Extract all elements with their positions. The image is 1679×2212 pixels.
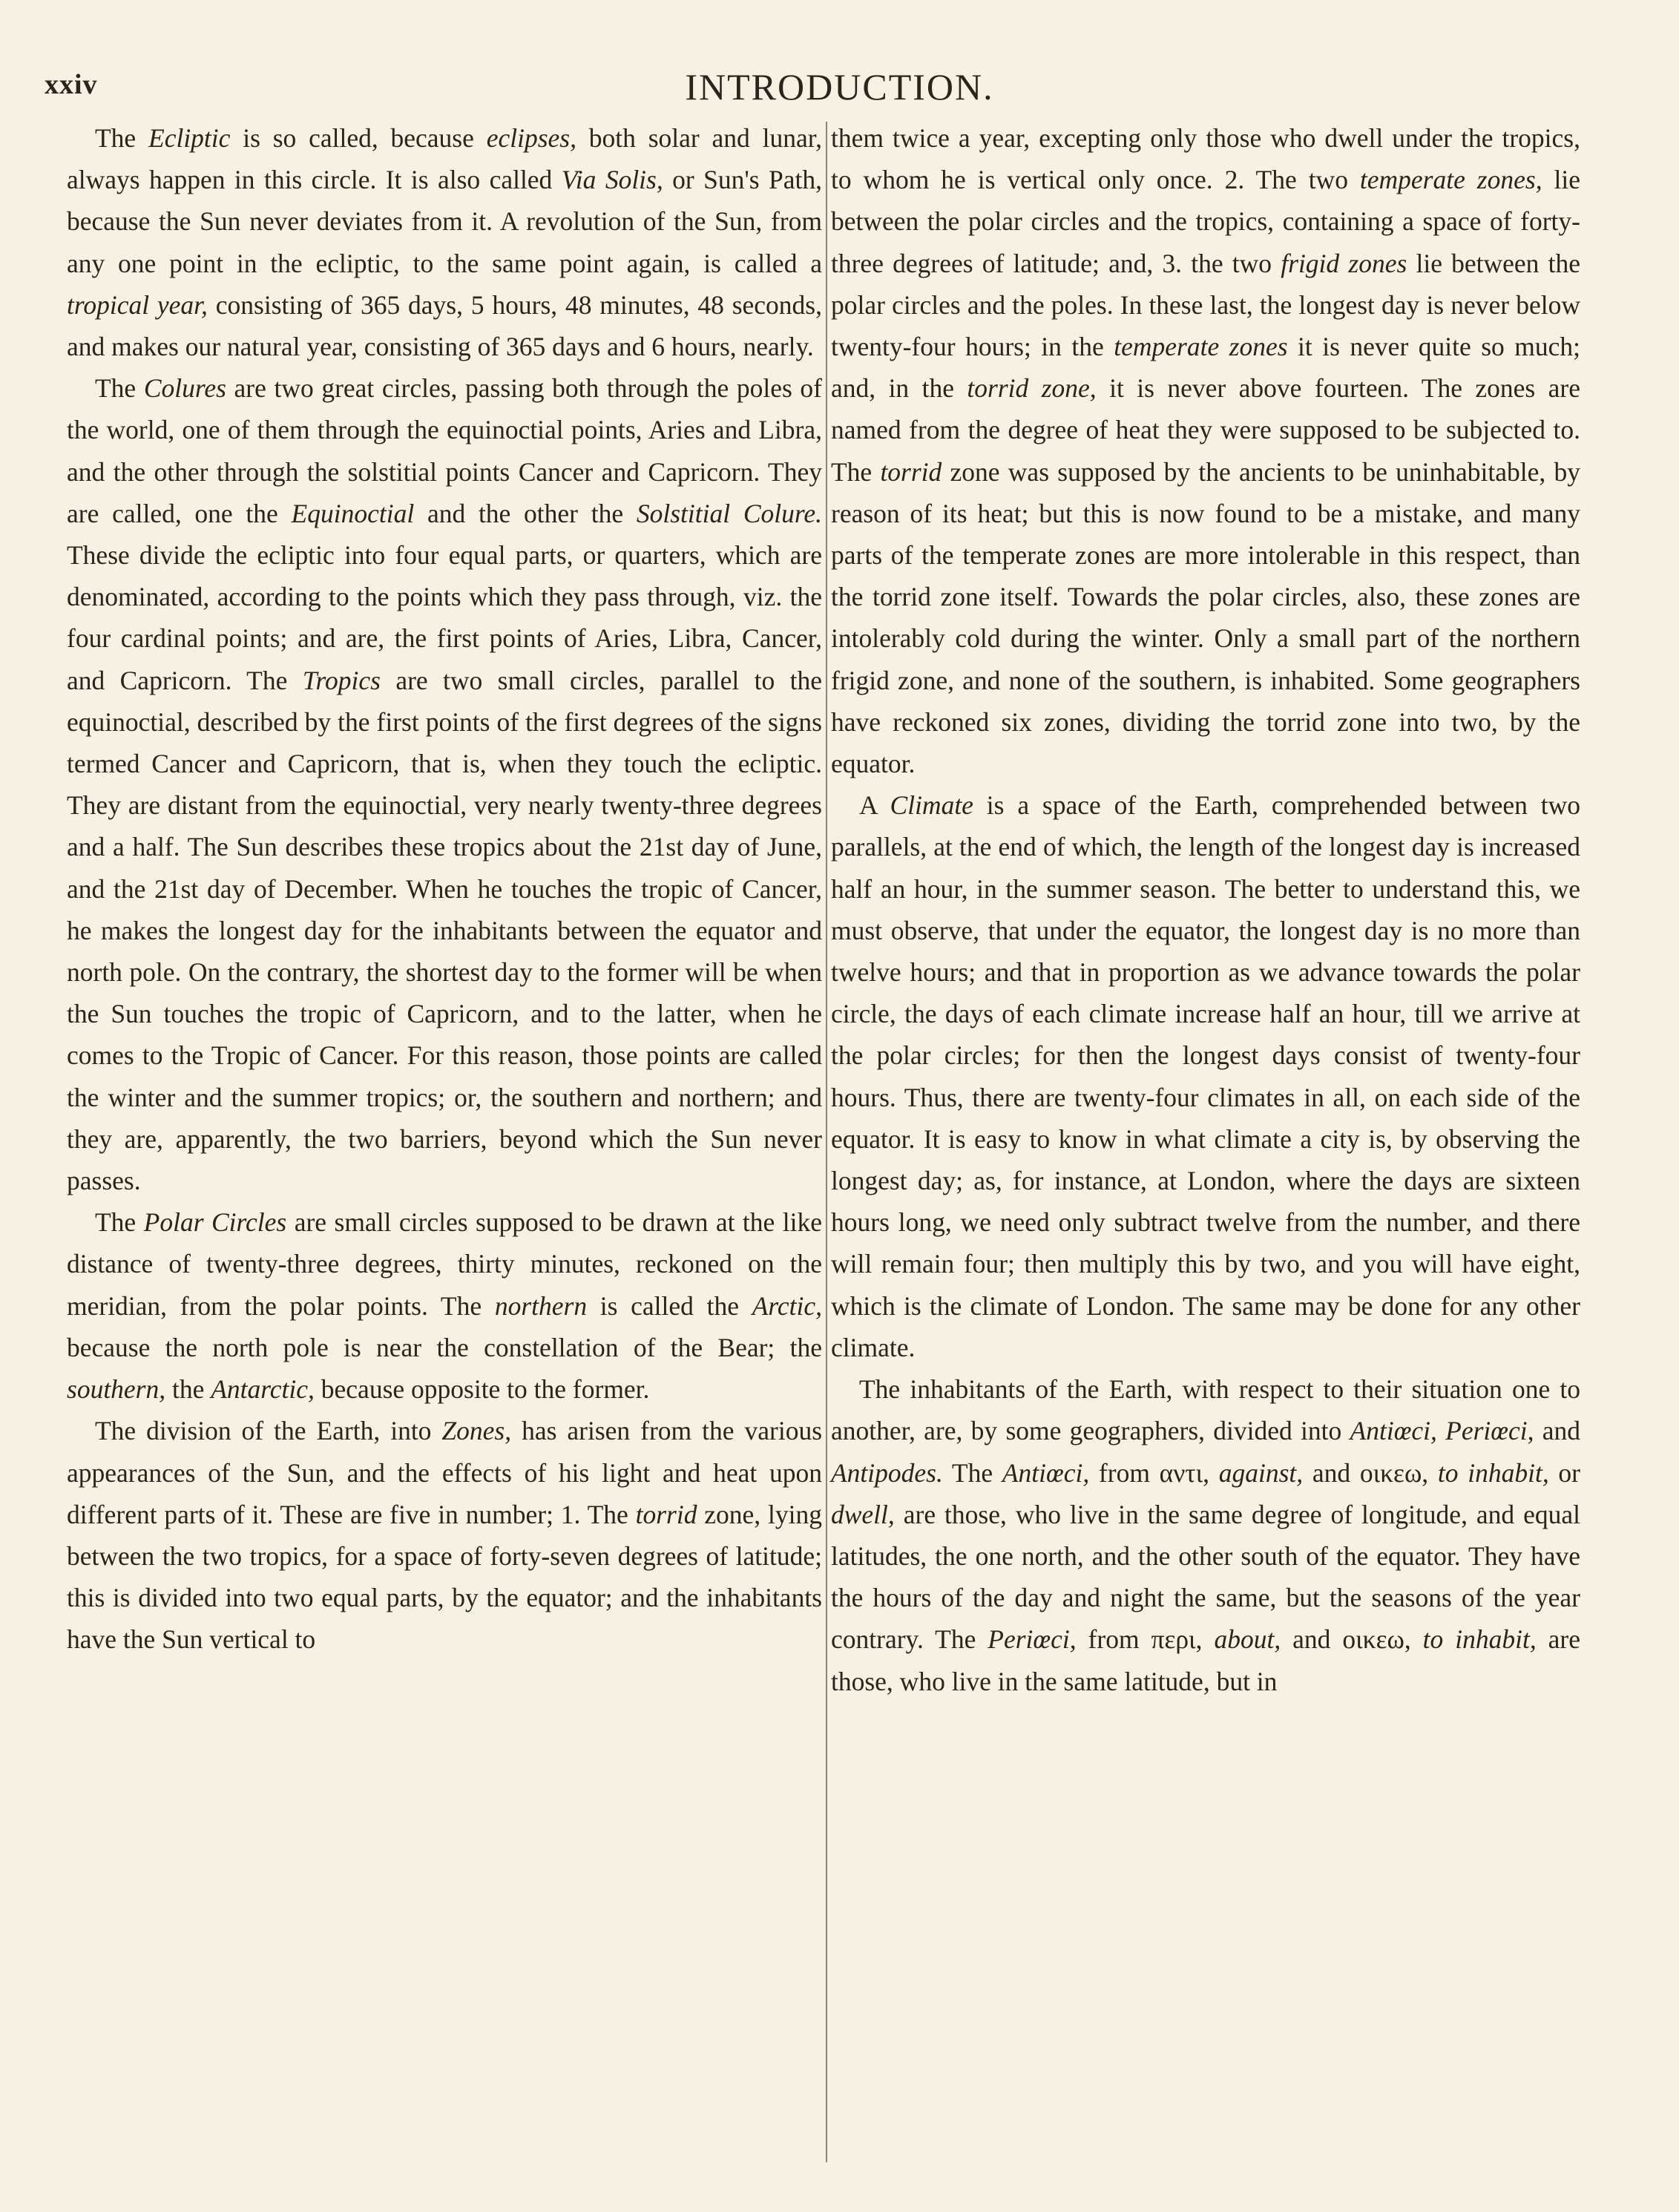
- italic-term: about,: [1214, 1624, 1281, 1655]
- italic-term: Periœci,: [988, 1624, 1077, 1655]
- text-run: are two small circles, parallel to the equinoctial, described by the first points of the first degrees of the signs termed Cancer and Capricorn, that is, when they touch the ecliptic. They are distant from the equinoctial, very nearly twenty-three degrees and a half. The Sun describes these tropics about the 21st day of June, and the 21st day of December. When he touches the tropic of Cancer, he makes the longest day for the inhabitants between the equator and north pole. On the contrary, the shortest day to the former will be when the Sun touches the tropic of Capricorn, and to the latter, when he comes to the Tropic of Cancer. For this reason, those points are called the winter and the summer tropics; or, the southern and northern; and they are, apparently, the two barriers, beyond which the Sun never passes.: [67, 665, 822, 1196]
- text-run: because the north pole is near the constellation of the Bear; the: [67, 1332, 822, 1362]
- italic-term: Zones,: [441, 1416, 512, 1446]
- text-run: it is never above fourteen. The zones are named from the degree of heat they were supposed to be subjected to. The: [831, 373, 1580, 487]
- italic-term: eclipses,: [486, 123, 576, 153]
- italic-term: Solstitial Colure.: [636, 498, 822, 528]
- greek-word: οικεω,: [1359, 1457, 1429, 1488]
- text-run: [1209, 1458, 1219, 1488]
- text-run: are those, who live in the same latitude, but in: [831, 1624, 1580, 1696]
- text-run: from: [1076, 1624, 1151, 1655]
- text-run: them twice a year, excepting only those who dwell under the tropics, to whom he is vertical only once. 2. The two: [831, 123, 1580, 195]
- paragraph-climate: [831, 784, 1580, 1368]
- italic-term: frigid zones: [1281, 248, 1407, 278]
- text-run: and: [1303, 1457, 1360, 1488]
- italic-term: Arctic,: [752, 1290, 822, 1321]
- text-run: and: [1534, 1416, 1580, 1446]
- italic-term: Antiœci, Periœci,: [1350, 1416, 1534, 1446]
- left-column: [67, 117, 822, 1661]
- italic-term: Ecliptic: [148, 123, 231, 153]
- paragraph-colures: [67, 367, 822, 1201]
- text-run: both solar and lunar, always happen in this circle. It is also called: [67, 123, 822, 195]
- italic-term: tropical year,: [67, 289, 208, 320]
- text-run: The: [95, 123, 149, 153]
- italic-term: Climate: [890, 790, 973, 821]
- italic-term: northern: [494, 1290, 588, 1321]
- greek-word: περι,: [1151, 1624, 1203, 1655]
- text-run: is called the: [587, 1290, 752, 1321]
- italic-term: Colures: [143, 373, 226, 404]
- italic-term: temperate zones: [1114, 332, 1288, 362]
- text-run: and the other the: [414, 498, 637, 528]
- text-run: The division of the Earth, into: [95, 1416, 442, 1446]
- column-divider: [826, 122, 827, 2162]
- text-run: zone, lying between the two tropics, for a space of forty-seven degrees of latitude; this is divided into two equal parts, by the equator; and the inhabitants have the Sun vertical to: [67, 1499, 822, 1655]
- text-run: or Sun's Path, because the Sun never deviates from it. A revolution of the Sun, from any one point in the ecliptic, to the same point again, is called a: [67, 165, 822, 278]
- greek-word: αντι,: [1159, 1457, 1209, 1488]
- italic-term: Antarctic,: [211, 1374, 315, 1405]
- text-run: [1428, 1458, 1438, 1488]
- text-run: the: [165, 1374, 211, 1405]
- text-run: are those, who live in the same degree of longitude, and equal latitudes, the one north, and the other south of the equator. They have the hours of the day and night the same, but the seasons of the year contrary. The: [831, 1499, 1580, 1655]
- italic-term: against,: [1218, 1457, 1304, 1488]
- text-run: lie between the polar circles and the tropics, containing a space of forty-three degrees of latitude; and, 3. the two: [831, 165, 1581, 278]
- italic-term: Equinoctial: [291, 498, 415, 528]
- italic-term: temperate zones,: [1359, 165, 1542, 195]
- text-run: because opposite to the former.: [314, 1374, 650, 1405]
- text-run: it is never quite so much; and, in the: [831, 332, 1580, 404]
- text-run: has arisen from the various appearances of the Sun, and the effects of his light and heat upon different parts of it. These are five in number; 1. The: [67, 1416, 823, 1529]
- italic-term: torrid zone,: [967, 373, 1097, 404]
- italic-term: torrid: [880, 456, 942, 487]
- page-number: xxiv: [45, 69, 98, 100]
- text-run: is a space of the Earth, comprehended between two parallels, at the end of which, the length of the longest day is increased half an hour, in the summer season. The better to understand this, we must observe, that under the equator, the longest day is no more than twelve hours; and that in proportion as we advance towards the polar circle, the days of each climate increase half an hour, till we arrive at the polar circles; for then the longest days consist of twenty-four hours. Thus, there are twenty-four climates in all, on each side of the equator. It is easy to know in what climate a city is, by observing the longest day; as, for instance, at London, where the days are sixteen hours long, we need only subtract twelve from the number, and there will remain four; then multiply this by two, and you will have eight, which is the climate of London. The same may be done for any other climate.: [831, 790, 1580, 1362]
- paragraph-ecliptic: [67, 117, 822, 367]
- paragraph-zones-continued: [831, 117, 1580, 784]
- italic-term: southern,: [67, 1374, 166, 1405]
- text-run: consisting of 365 days, 5 hours, 48 minutes, 48 seconds, and makes our natural year, consisting of 365 days and 6 hours, nearly.: [67, 289, 822, 362]
- text-run: and: [1281, 1624, 1343, 1655]
- italic-term: Polar Circles: [143, 1207, 287, 1238]
- italic-term: Antipodes.: [831, 1457, 943, 1488]
- text-run: The inhabitants of the Earth, with respect to their situation one to another, are, by some geographers, divided into: [831, 1374, 1580, 1446]
- text-run: The: [942, 1457, 1002, 1488]
- text-run: The: [95, 1207, 144, 1238]
- text-run: zone was supposed by the ancients to be uninhabitable, by reason of its heat; but this is now found to be a mistake, and many parts of the temperate zones are more intolerable in this respect, than the torrid zone itself. Towards the polar circles, also, these zones are intolerably cold during the winter. Only a small part of the northern frigid zone, and none of the southern, is inhabited. Some geographers have reckoned six zones, dividing the torrid zone into two, by the equator.: [831, 456, 1580, 779]
- text-run: or: [1548, 1457, 1580, 1488]
- italic-term: dwell,: [831, 1499, 895, 1529]
- greek-word: οικεω,: [1342, 1624, 1411, 1655]
- italic-term: to inhabit,: [1422, 1624, 1537, 1655]
- text-run: These divide the ecliptic into four equal parts, or quarters, which are denominated, according to the points which they pass through, viz. the four cardinal points; and are, the first points of Aries, Libra, Cancer, and Capricorn. The: [67, 540, 822, 695]
- text-run: are small circles supposed to be drawn at the like distance of twenty-three degrees, thirty minutes, reckoned on the meridian, from the polar points. The: [67, 1207, 822, 1321]
- page-title: INTRODUCTION.: [685, 66, 994, 108]
- italic-term: Tropics: [302, 665, 381, 695]
- paragraph-inhabitants: [831, 1368, 1580, 1702]
- italic-term: torrid: [635, 1499, 697, 1529]
- italic-term: Via Solis,: [561, 165, 663, 195]
- text-run: A: [859, 790, 890, 821]
- text-run: [1203, 1624, 1215, 1654]
- text-run: from: [1089, 1457, 1160, 1488]
- right-column: [831, 117, 1580, 1702]
- text-run: are two great circles, passing both through the poles of the world, one of them through the equinoctial points, Aries and Libra, and the other through the solstitial points Cancer and Capricorn. They are called, one the: [67, 373, 822, 528]
- text-run: [1411, 1624, 1423, 1654]
- text-run: lie between the polar circles and the poles. In these last, the longest day is never below twenty-four hours; in the: [831, 248, 1580, 362]
- italic-term: to inhabit,: [1437, 1457, 1549, 1488]
- paragraph-zones: [67, 1410, 822, 1660]
- italic-term: Antiœci,: [1002, 1457, 1090, 1488]
- paragraph-polar-circles: [67, 1201, 822, 1410]
- text-run: The: [95, 373, 144, 404]
- text-run: is so called, because: [230, 123, 487, 153]
